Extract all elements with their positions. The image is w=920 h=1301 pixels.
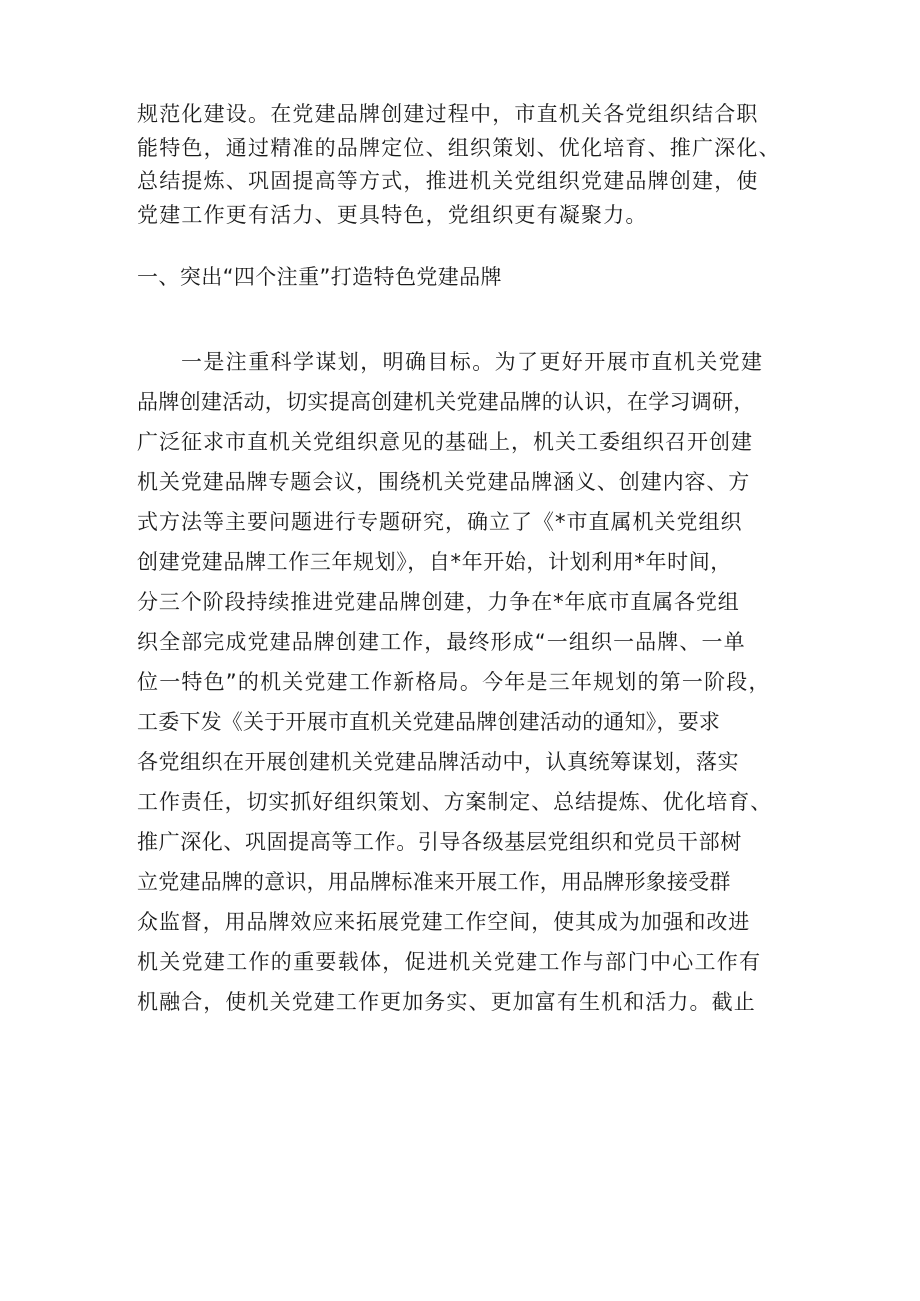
body-line: 各党组织在开展创建机关党建品牌活动中，认真统筹谋划，落实 <box>137 750 739 774</box>
intro-line: 党建工作更有活力、更具特色，党组织更有凝聚力。 <box>137 202 648 227</box>
section-heading: 一、突出“四个注重”打造特色党建品牌 <box>137 265 502 289</box>
body-paragraph <box>137 342 837 1022</box>
body-line: 一是注重科学谋划，明确目标。为了更好开展市直机关党建 <box>181 350 764 374</box>
body-line: 式方法等主要问题进行专题研究，确立了《*市直属机关党组织 <box>137 510 743 534</box>
body-line: 织全部完成党建品牌创建工作，最终形成“一组织一品牌、一单 <box>137 630 746 654</box>
body-line: 创建党建品牌工作三年规划》，自*年开始，计划利用*年时间， <box>137 550 732 574</box>
intro-line: 总结提炼、巩固提高等方式，推进机关党组织党建品牌创建，使 <box>137 169 759 193</box>
body-line: 品牌创建活动，切实提高创建机关党建品牌的认识，在学习调研， <box>137 390 755 414</box>
body-line: 机融合，使机关党建工作更加务实、更加富有生机和活力。截止 <box>137 990 756 1014</box>
intro-line: 能特色，通过精准的品牌定位、组织策划、优化培育、推广深化、 <box>137 135 781 160</box>
body-line: 立党建品牌的意识，用品牌标准来开展工作，用品牌形象接受群 <box>137 870 731 894</box>
body-line: 位一特色”的机关党建工作新格局。今年是三年规划的第一阶段， <box>137 670 771 694</box>
intro-line: 规范化建设。在党建品牌创建过程中，市直机关各党组织结合职 <box>137 102 759 126</box>
body-line: 机关党建工作的重要载体，促进机关党建工作与部门中心工作有 <box>137 950 762 974</box>
body-line: 分三个阶段持续推进党建品牌创建，力争在*年底市直属各党组 <box>137 590 740 614</box>
body-line: 推广深化、巩固提高等工作。引导各级基层党组织和党员干部树 <box>137 830 742 854</box>
body-line: 众监督，用品牌效应来拓展党建工作空间，使其成为加强和改进 <box>137 910 751 934</box>
intro-paragraph <box>137 98 827 232</box>
body-line: 工作责任，切实抓好组织策划、方案制定、总结提炼、优化培育、 <box>137 790 773 814</box>
body-line: 工委下发《关于开展市直机关党建品牌创建活动的通知》，要求 <box>137 710 721 734</box>
body-line: 机关党建品牌专题会议，围绕机关党建品牌涵义、创建内容、方 <box>137 470 751 494</box>
body-line: 广泛征求市直机关党组织意见的基础上，机关工委组织召开创建 <box>137 430 753 454</box>
